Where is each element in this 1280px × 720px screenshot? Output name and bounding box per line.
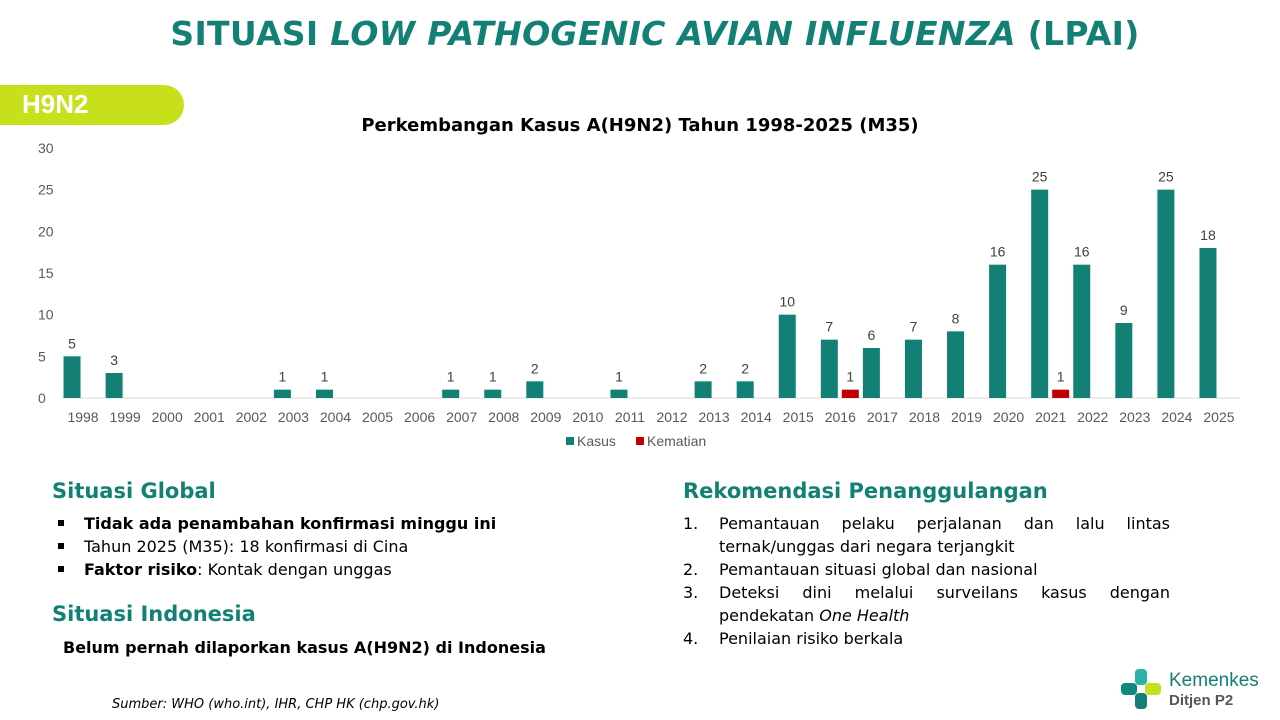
y-tick-label: 15 <box>38 265 54 281</box>
chart-title: Perkembangan Kasus A(H9N2) Tahun 1998-2025 (M35) <box>361 115 919 136</box>
data-label: 1 <box>278 368 287 385</box>
bar-kasus <box>1031 190 1048 398</box>
list-item: 3. Deteksi dini melalui surveilans kasus dengan pendekatan One Health <box>683 583 1170 625</box>
bar-kasus <box>737 381 754 398</box>
x-tick-label: 2020 <box>993 409 1025 425</box>
x-tick-label: 2004 <box>319 409 352 425</box>
indonesia-heading: Situasi Indonesia <box>52 602 256 626</box>
x-tick-label: 1999 <box>109 409 141 425</box>
x-tick-label: 2002 <box>235 409 267 425</box>
x-tick-label: 2003 <box>277 409 309 425</box>
bar-kasus <box>526 381 543 398</box>
data-label: 7 <box>909 318 918 335</box>
bar-kasus <box>779 315 796 398</box>
x-tick-label: 2013 <box>698 409 730 425</box>
global-heading: Situasi Global <box>52 479 216 503</box>
data-label: 6 <box>867 327 876 343</box>
legend-swatch <box>636 437 644 445</box>
bar-kasus <box>316 390 333 398</box>
y-tick-label: 10 <box>38 306 54 323</box>
x-tick-label: 2017 <box>866 409 898 425</box>
bar-kematian <box>1052 390 1069 398</box>
bar-kasus <box>1157 190 1174 398</box>
x-tick-label: 2011 <box>614 409 646 425</box>
bar-kasus <box>905 340 922 398</box>
bar-kasus <box>1073 265 1090 398</box>
x-tick-label: 2012 <box>656 409 688 425</box>
data-label: 9 <box>1119 302 1128 318</box>
kemenkes-logo-icon <box>1115 665 1175 715</box>
list-item: 4. Penilaian risiko berkala <box>683 629 904 648</box>
bar-kasus <box>989 265 1006 398</box>
bar-kasus <box>947 331 964 398</box>
data-label: 2 <box>530 360 539 377</box>
bar-kasus <box>106 373 123 398</box>
y-tick-label: 5 <box>38 348 46 365</box>
x-tick-label: 2006 <box>404 409 436 425</box>
list-item: 1. Pemantauan pelaku perjalanan dan lalu lintas ternak/unggas dari negara terjangkit <box>683 514 1170 556</box>
x-tick-label: 2018 <box>908 409 941 425</box>
x-tick-label: 2021 <box>1035 409 1067 425</box>
data-label: 8 <box>951 310 960 327</box>
x-tick-label: 2016 <box>824 409 856 425</box>
bullet-icon <box>58 520 64 526</box>
y-tick-label: 0 <box>38 390 46 406</box>
data-label: 1 <box>320 368 329 385</box>
rekomendasi-heading: Rekomendasi Penanggulangan <box>683 479 1048 503</box>
bar-kasus <box>484 390 501 398</box>
x-tick-label: 2010 <box>572 409 604 425</box>
bar-kasus <box>64 356 81 398</box>
legend-label: Kematian <box>647 433 707 449</box>
bar-kasus <box>1115 323 1132 398</box>
legend-label: Kasus <box>577 433 616 449</box>
x-tick-label: 2008 <box>488 409 520 425</box>
data-label: 1 <box>846 368 855 385</box>
bar-kasus <box>863 348 880 398</box>
logo-sub: Ditjen P2 <box>1169 692 1234 709</box>
x-tick-label: 2001 <box>193 409 225 425</box>
data-label: 1 <box>615 368 623 385</box>
data-label: 5 <box>68 335 76 352</box>
x-tick-label: 2000 <box>151 409 183 425</box>
data-label: 25 <box>1158 168 1174 185</box>
bar-kasus <box>610 390 627 398</box>
data-label: 3 <box>110 352 119 368</box>
data-label: 1 <box>488 368 497 385</box>
rekomendasi-list <box>683 512 1170 650</box>
indonesia-text: Belum pernah dilaporkan kasus A(H9N2) di Indonesia <box>63 638 546 657</box>
data-label: 10 <box>779 293 796 310</box>
bar-kasus <box>442 390 459 398</box>
data-label: 16 <box>989 243 1006 260</box>
source-note: Sumber: WHO (who.int), IHR, CHP HK (chp.gov.hk) <box>112 697 440 712</box>
data-label: 1 <box>446 368 455 385</box>
data-label: 18 <box>1200 227 1216 243</box>
list-item: Faktor risiko: Kontak dengan unggas <box>58 558 496 581</box>
data-label: 1 <box>1056 368 1065 385</box>
list-item: Tahun 2025 (M35): 18 konfirmasi di Cina <box>58 535 496 558</box>
x-tick-label: 2007 <box>446 409 478 425</box>
bar-kasus <box>1199 248 1216 398</box>
x-tick-label: 2023 <box>1119 409 1151 425</box>
x-tick-label: 2025 <box>1203 409 1235 425</box>
x-tick-label: 2014 <box>740 409 772 425</box>
data-label: 2 <box>699 360 708 377</box>
x-tick-label: 2015 <box>782 409 814 425</box>
x-tick-label: 1998 <box>67 409 99 425</box>
x-tick-label: 2024 <box>1161 409 1193 425</box>
y-tick-label: 30 <box>38 140 54 156</box>
data-label: 7 <box>825 318 834 335</box>
x-tick-label: 2009 <box>530 409 562 425</box>
data-label: 16 <box>1073 243 1090 260</box>
bar-kasus <box>821 340 838 398</box>
global-list <box>58 512 496 581</box>
x-tick-label: 2005 <box>361 409 394 425</box>
logo-name: Kemenkes <box>1169 670 1259 691</box>
page-title: SITUASI LOW PATHOGENIC AVIAN INFLUENZA (LPAI) <box>170 14 1140 53</box>
legend-swatch <box>566 437 574 445</box>
x-tick-label: 2019 <box>950 409 983 425</box>
data-label: 25 <box>1031 168 1048 185</box>
list-item: Tidak ada penambahan konfirmasi minggu ini <box>58 512 496 535</box>
bullet-icon <box>58 566 64 572</box>
list-item: 2. Pemantauan situasi global dan nasional <box>683 560 1038 579</box>
x-tick-label: 2022 <box>1077 409 1109 425</box>
bar-kasus <box>695 381 712 398</box>
y-tick-label: 25 <box>38 181 54 198</box>
data-label: 2 <box>741 360 750 377</box>
bar-kasus <box>274 390 291 398</box>
bar-chart <box>0 130 1280 470</box>
subtype-tag-label: H9N2 <box>22 89 89 119</box>
bar-kematian <box>842 390 859 398</box>
y-tick-label: 20 <box>38 223 54 240</box>
bullet-icon <box>58 543 64 549</box>
